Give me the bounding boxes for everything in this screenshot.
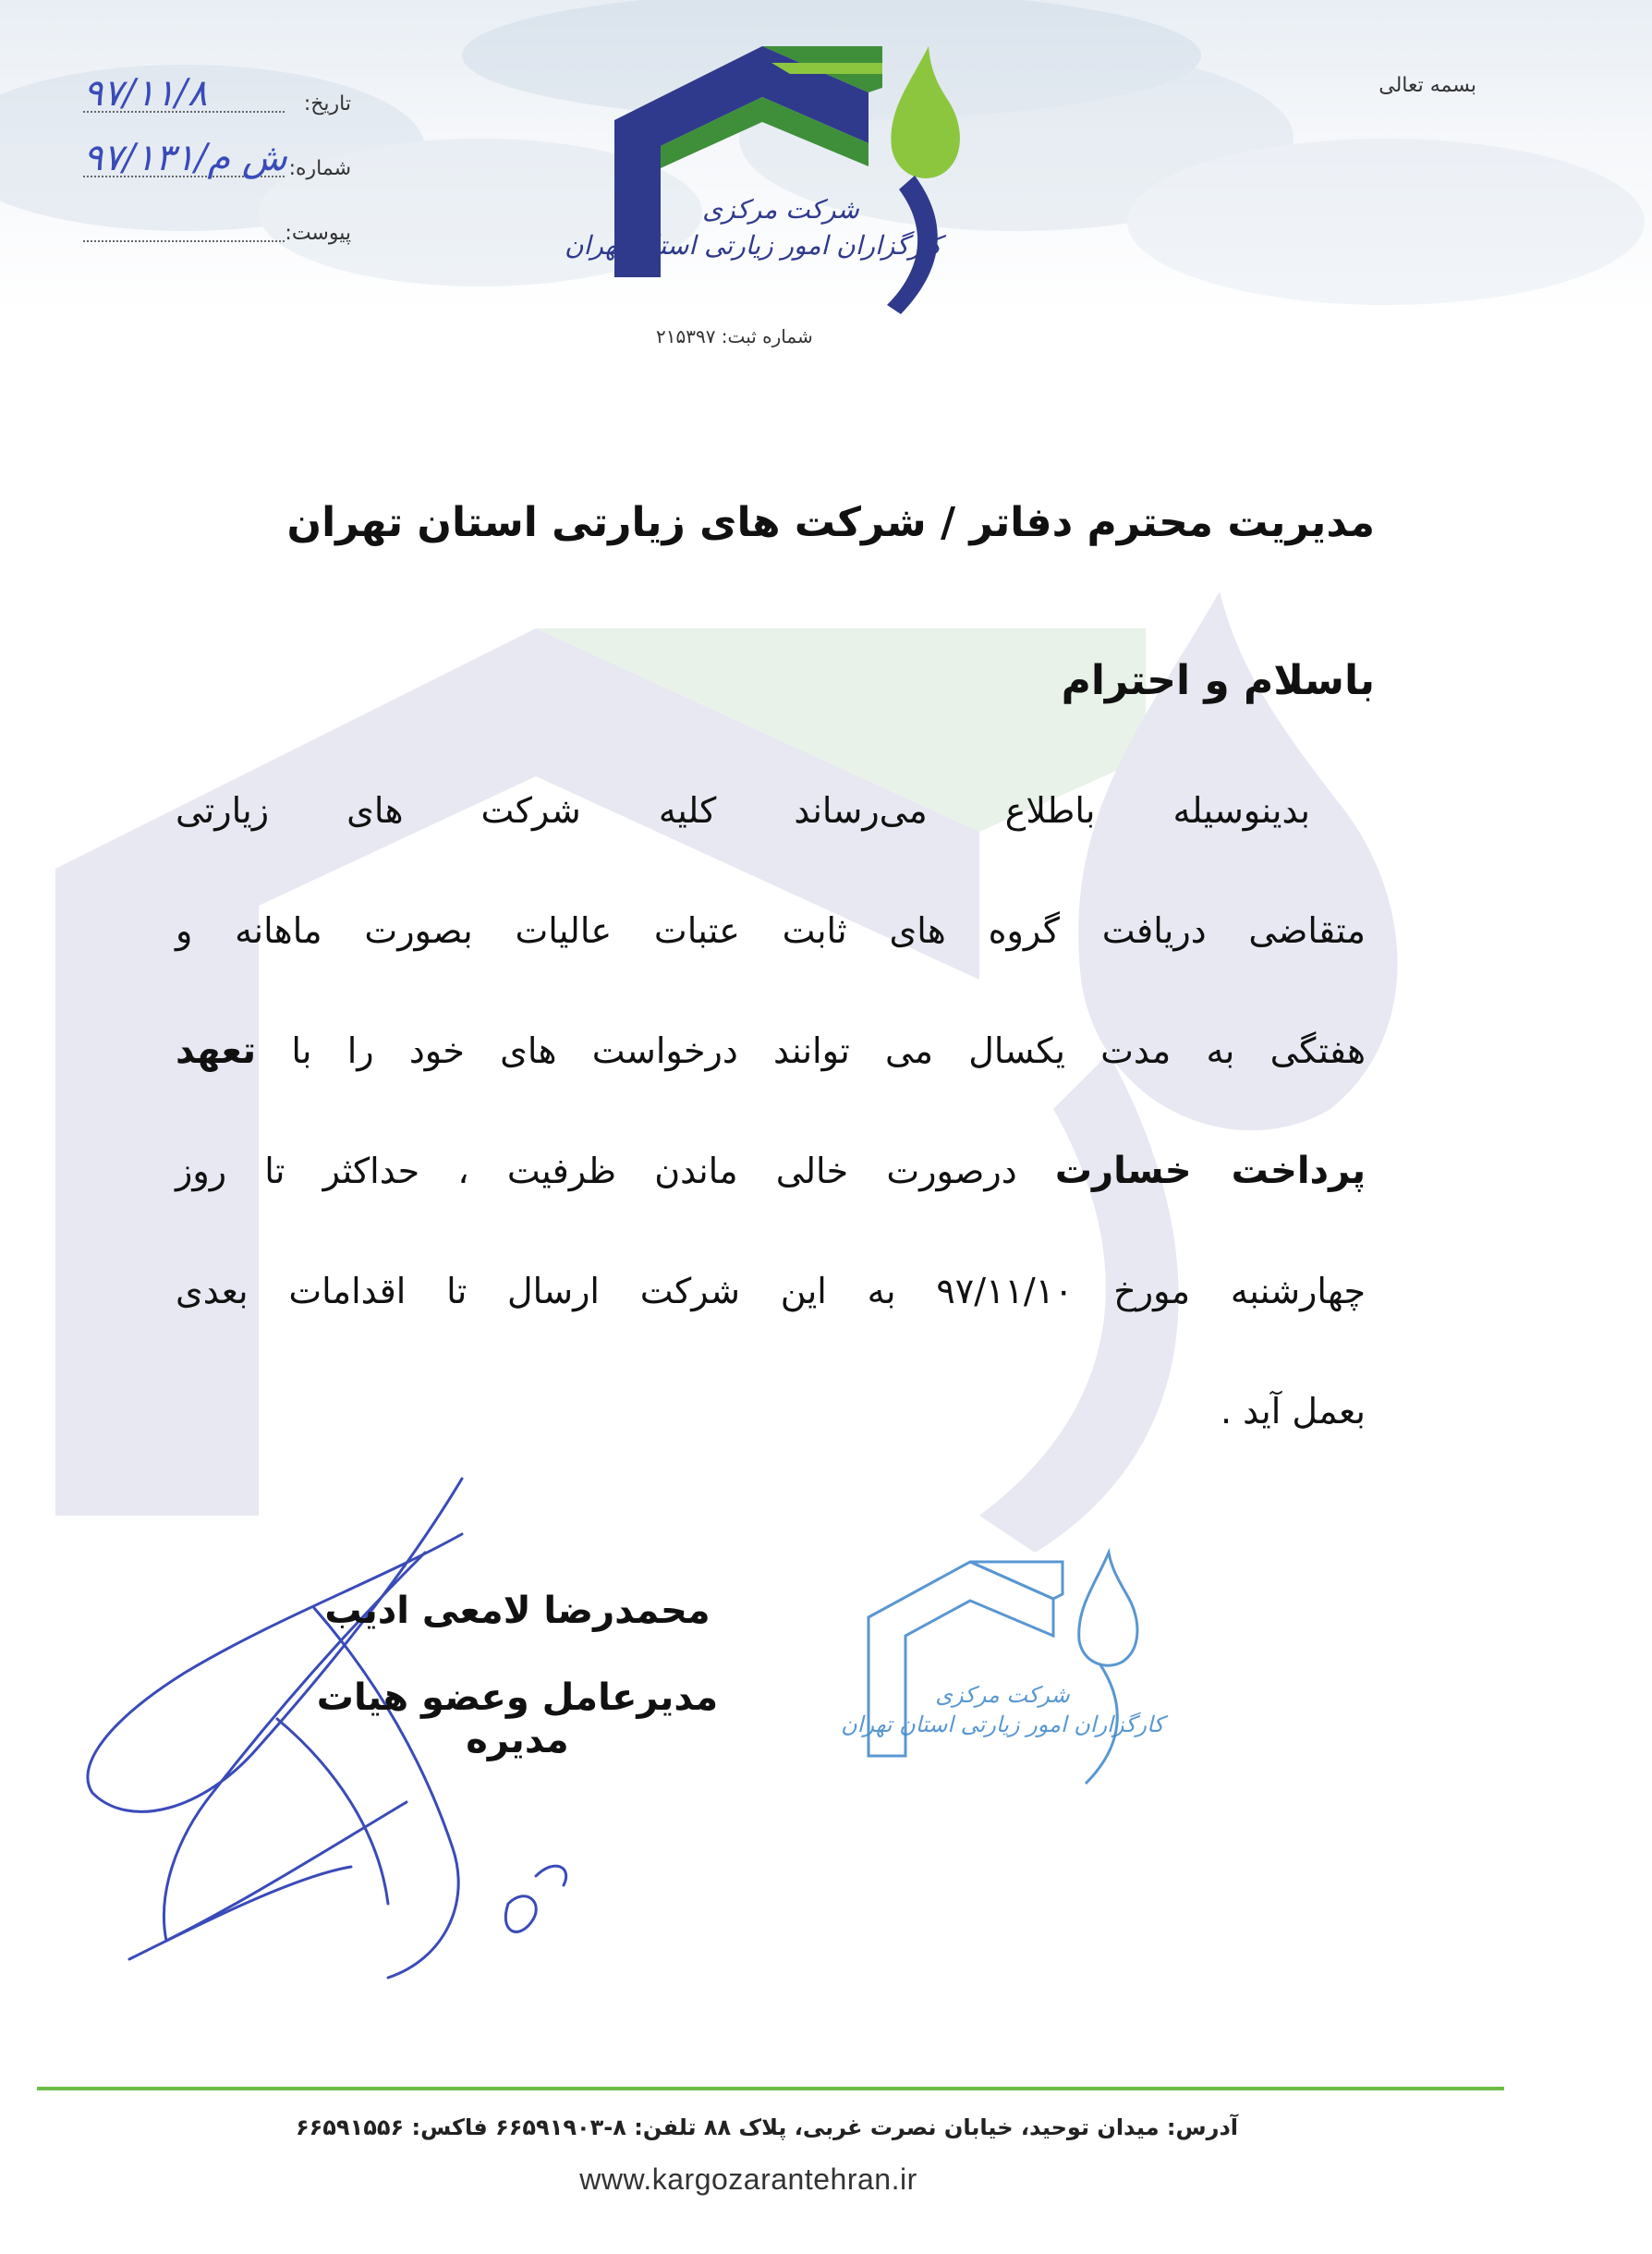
company-stamp <box>832 1534 1183 1811</box>
greeting: باسلام و احترام <box>1061 657 1375 704</box>
attachment-row <box>74 203 351 268</box>
logo-text <box>554 194 952 261</box>
body-line-3-bold: تعهد <box>176 1030 257 1072</box>
number-value: ۹۷/۱۳۱/ش م <box>83 137 287 179</box>
body-line-4-text: درصورت خالی ماندن ظرفیت ، حداکثر تا روز <box>176 1151 1055 1191</box>
footer-address: آدرس: میدان توحید، خیابان نصرت غربی، پلاک ۸۸ تلفن: ۸-۶۶۵۹۱۹۰۳ فاکس: ۶۶۵۹۱۵۵۶ <box>295 2114 1238 2140</box>
date-value: ۹۷/۱۱/۸ <box>83 72 208 115</box>
company-logo <box>605 37 975 342</box>
logo-line2: کارگزاران امور زیارتی استان تهران <box>565 230 941 261</box>
bismillah: بسمه تعالی <box>1379 74 1476 97</box>
letter-body <box>176 750 1375 1471</box>
registration-number: شماره ثبت: ۲۱۵۳۹۷ <box>656 325 813 347</box>
recipient: مدیریت محترم دفاتر / شرکت های زیارتی استان تهران <box>286 499 1375 546</box>
footer-rule <box>37 2087 1504 2090</box>
body-line-2: متقاضی دریافت گروه های ثابت عتبات عالیات بصورت ماهانه و <box>176 910 1366 951</box>
stamp-line2: کارگزاران امور زیارتی استان تهران <box>841 1712 1164 1737</box>
date-label: تاریخ: <box>303 92 351 116</box>
letter-meta <box>74 74 351 268</box>
body-line-6: بعمل آید . <box>1221 1391 1366 1432</box>
stamp-text <box>836 1682 1169 1737</box>
signer-name: محمدرضا لامعی ادیب <box>324 1590 711 1632</box>
body-line-4-bold: پرداخت خسارت <box>1054 1150 1366 1192</box>
date-row <box>74 74 351 139</box>
logo-line1: شرکت مرکزی <box>702 194 859 225</box>
body-line-1: بدینوسیله باطلاع می‌رساند کلیه شرکت های زیارتی <box>176 790 1310 831</box>
body-line-3-text: هفتگی به مدت یکسال می توانند درخواست های خود را با <box>256 1030 1366 1071</box>
body-line-3 <box>176 991 1366 1111</box>
attachment-label: پیوست: <box>285 222 351 245</box>
signer-block <box>277 1590 758 1761</box>
body-line-4 <box>176 1111 1366 1231</box>
attachment-dots <box>83 240 285 242</box>
letter-content <box>176 499 1375 1471</box>
number-label: شماره: <box>288 157 351 180</box>
number-row <box>74 139 351 203</box>
signer-title: مدیرعامل وعضو هیات مدیره <box>316 1676 719 1761</box>
body-line-5: چهارشنبه مورخ ۹۷/۱۱/۱۰ به این شرکت ارسال تا اقدامات بعدی <box>176 1271 1366 1311</box>
footer-website[interactable]: www.kargozarantehran.ir <box>579 2163 917 2196</box>
stamp-line1: شرکت مرکزی <box>935 1682 1070 1708</box>
